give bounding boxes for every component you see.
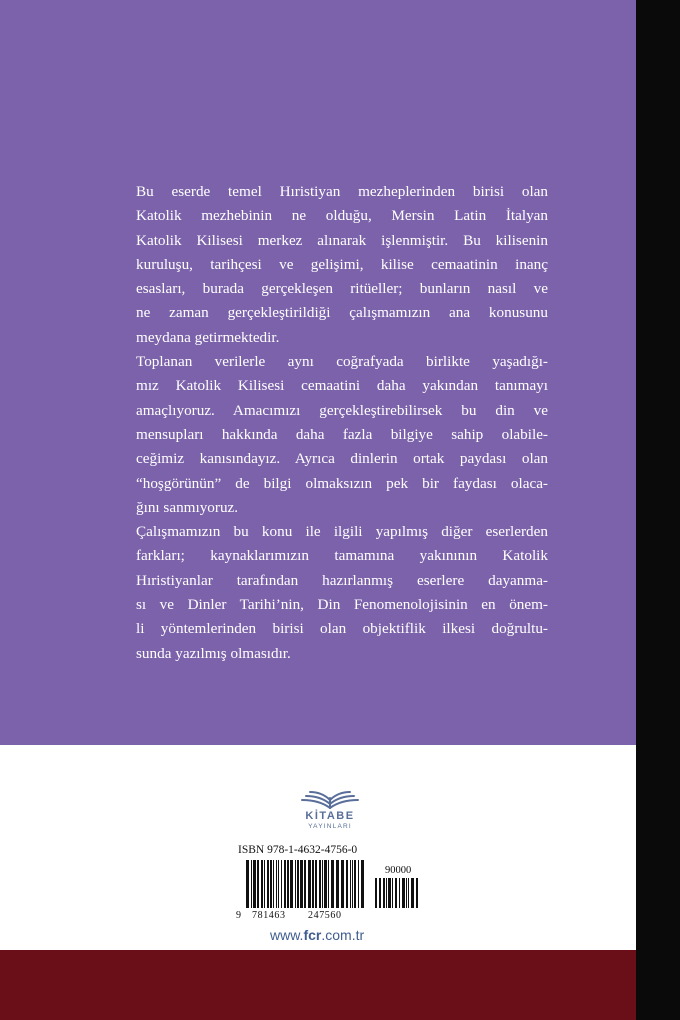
publisher-logo xyxy=(290,788,370,840)
isbn-barcode xyxy=(236,860,364,921)
blurb-line: li yöntemlerinden birisi olan objektiflik ilkesi doğrultu- xyxy=(136,620,548,638)
price-barcode xyxy=(375,878,419,913)
blurb-line: farkları; kaynaklarımızın tamamına yakınının Katolik xyxy=(136,547,548,565)
blurb-line: “hoşgörünün” de bilgi olmaksızın pek bir faydası olaca- xyxy=(136,474,548,492)
blurb-line: Katolik mezhebinin ne olduğu, Mersin Latin İtalyan xyxy=(136,207,548,225)
website-url[interactable] xyxy=(270,927,364,943)
price-code: 90000 xyxy=(385,865,412,876)
publisher-subtitle: YAYINLARI xyxy=(308,823,352,830)
blurb-line: esasları, burada gerçekleşen ritüeller; bunların nasıl ve xyxy=(136,280,548,298)
barcode-digit-group-2: 247560 xyxy=(308,910,342,921)
blurb-line: Toplanan verilerle aynı coğrafyada birlikte yaşadığı- xyxy=(136,353,548,371)
blurb-line: kuruluşu, tarihçesi ve gelişimi, kilise cemaatinin inanç xyxy=(136,255,548,273)
blurb-line: sunda yazılmış olmasıdır. xyxy=(136,644,291,662)
blurb-line: meydana getirmektedir. xyxy=(136,328,280,346)
blurb-line: sı ve Dinler Tarihi’nin, Din Fenomenolojisinin en önem- xyxy=(136,596,548,614)
isbn-label: ISBN 978-1-4632-4756-0 xyxy=(238,844,358,856)
blurb-line: ğını sanmıyoruz. xyxy=(136,498,239,516)
website-suffix: .com.tr xyxy=(321,927,365,943)
open-book-icon xyxy=(300,788,360,810)
website-prefix: www. xyxy=(270,927,304,943)
barcode-digit-group-1: 781463 xyxy=(252,910,286,921)
bottom-color-band xyxy=(0,950,636,1020)
publisher-name: KİTABE xyxy=(305,810,355,822)
spine-strip xyxy=(636,0,680,1020)
barcode-bars xyxy=(246,860,364,908)
back-cover-blurb xyxy=(136,180,548,666)
barcode-lead-digit: 9 xyxy=(236,910,241,921)
blurb-line: mız Katolik Kilisesi cemaatini daha yakından tanımayı xyxy=(136,377,548,395)
blurb-line: Hıristiyanlar tarafından hazırlanmış eserlere dayanma- xyxy=(136,571,548,589)
blurb-line: Katolik Kilisesi merkez alınarak işlenmiştir. Bu kilisenin xyxy=(136,231,548,249)
blurb-line: ceğimiz kanısındayız. Ayrıca dinlerin ortak paydası olan xyxy=(136,450,548,468)
website-domain: fcr xyxy=(303,927,322,943)
price-barcode-bars xyxy=(375,878,419,908)
blurb-line: Çalışmamızın bu konu ile ilgili yapılmış diğer eserlerden xyxy=(136,523,548,541)
blurb-line: Bu eserde temel Hıristiyan mezheplerinden birisi olan xyxy=(136,183,548,200)
blurb-line: ne zaman gerçekleştirildiği çalışmamızın ana konusunu xyxy=(136,304,548,322)
blurb-line: mensupları hakkında daha fazla bilgiye sahip olabile- xyxy=(136,425,548,443)
blurb-line: amaçlıyoruz. Amacımızı gerçekleştirebilirsek bu din ve xyxy=(136,401,548,419)
